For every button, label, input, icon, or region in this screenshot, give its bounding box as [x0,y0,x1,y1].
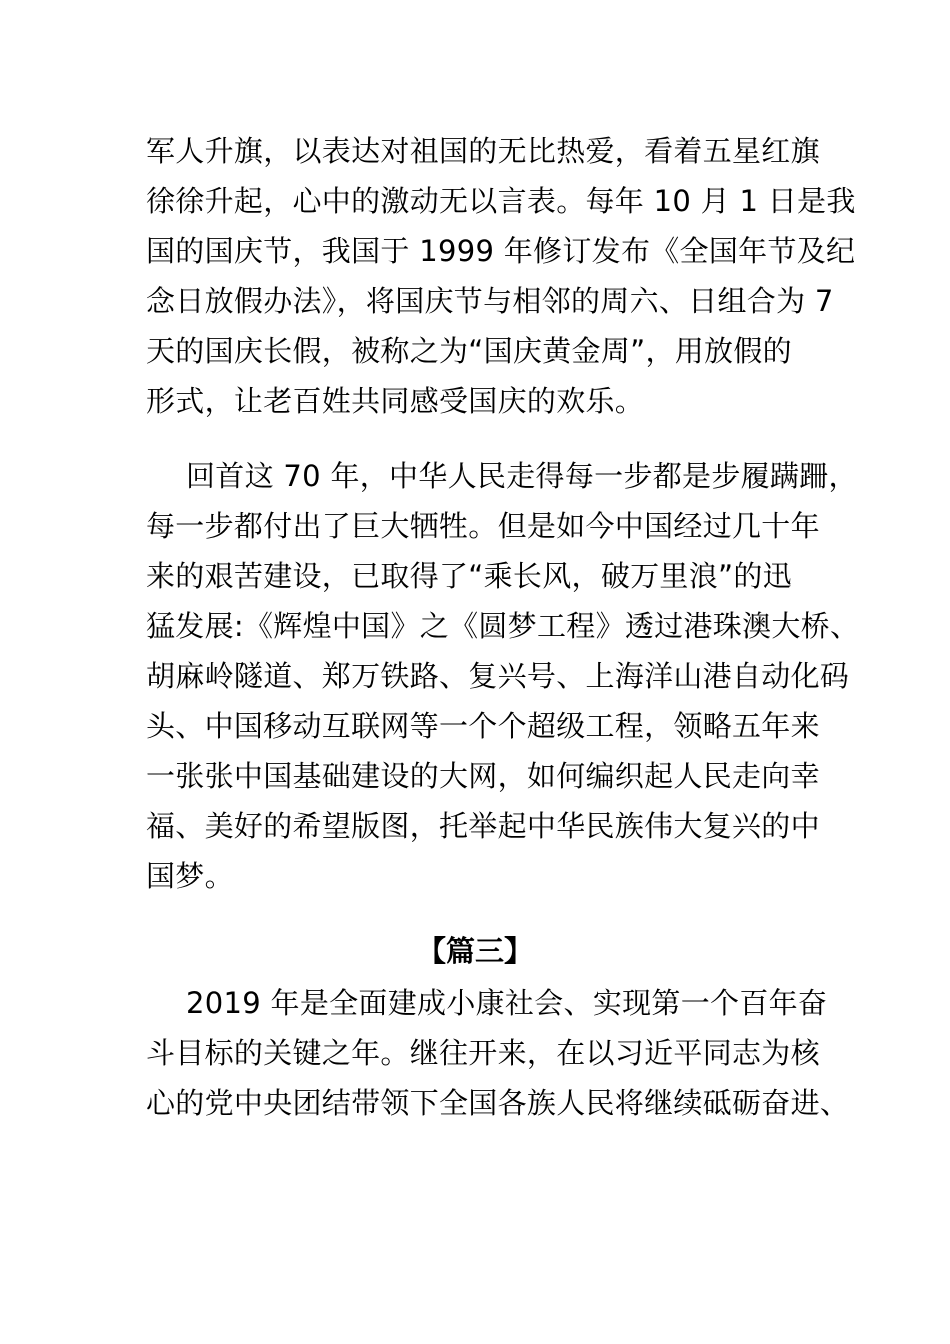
text-line: 斗目标的关键之年。继往开来，在以习近平同志为核 [146,1036,820,1070]
text-line: 天的国庆长假，被称之为“国庆黄金周”，用放假的 [146,334,792,368]
text-line: 国的国庆节，我国于 1999 年修订发布《全国年节及纪 [146,234,856,268]
text-line: 2019 年是全面建成小康社会、实现第一个百年奋 [186,986,828,1020]
text-line: 形式，让老百姓共同感受国庆的欢乐。 [146,384,645,418]
text-line: 心的党中央团结带领下全国各族人民将继续砥砺奋进、 [146,1086,850,1120]
text-line: 国梦。 [146,859,234,893]
section-heading: 【篇三】 [416,934,533,968]
text-line: 头、中国移动互联网等一个个超级工程，领略五年来 [146,709,820,743]
text-line: 军人升旗，以表达对祖国的无比热爱，看着五星红旗 [146,134,820,168]
text-line: 胡麻岭隧道、郑万铁路、复兴号、上海洋山港自动化码 [146,659,850,693]
text-line: 每一步都付出了巨大牺牲。但是如今中国经过几十年 [146,509,820,543]
text-line: 徐徐升起，心中的激动无以言表。每年 10 月 1 日是我 [146,184,856,218]
text-line: 来的艰苦建设，已取得了“乘长风，破万里浪”的迅 [146,559,792,593]
text-line: 猛发展:《辉煌中国》之《圆梦工程》透过港珠澳大桥、 [146,609,860,643]
text-line: 回首这 70 年，中华人民走得每一步都是步履蹒跚， [186,459,858,493]
text-line: 念日放假办法》，将国庆节与相邻的周六、日组合为 7 [146,284,834,318]
text-line: 一张张中国基础建设的大网，如何编织起人民走向幸 [146,759,820,793]
text-line: 福、美好的希望版图，托举起中华民族伟大复兴的中 [146,809,820,843]
